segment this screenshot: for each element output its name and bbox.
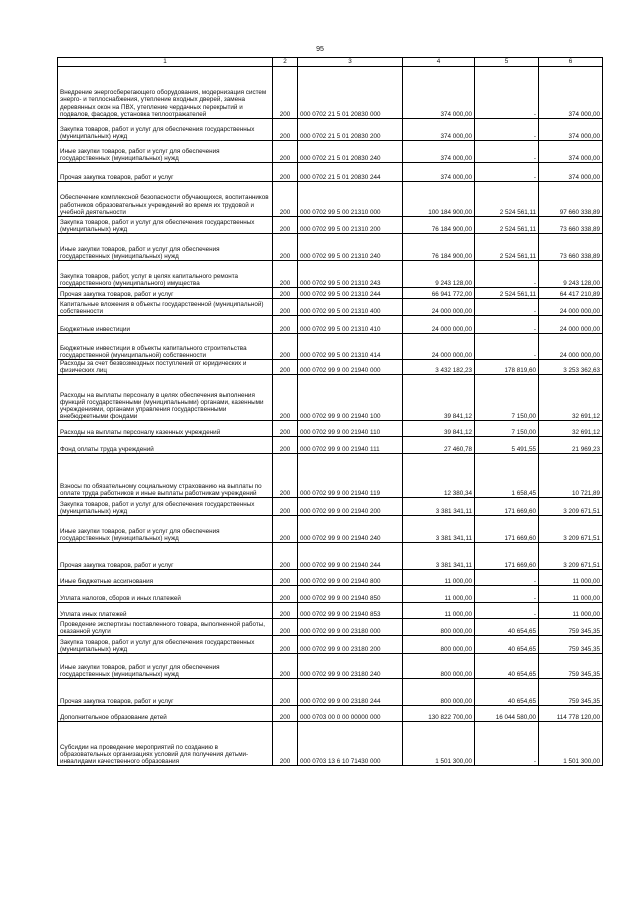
table-row bbox=[58, 141, 603, 163]
row-value-cell: - bbox=[475, 603, 539, 619]
row-value-cell: 374 000,00 bbox=[403, 141, 475, 163]
row-value-cell: 16 044 580,00 bbox=[475, 706, 539, 722]
table-row bbox=[58, 654, 603, 679]
table-row bbox=[58, 586, 603, 603]
row-code-cell: 200 bbox=[273, 654, 298, 679]
row-value-cell: 3 381 341,11 bbox=[403, 498, 475, 516]
row-code-cell: 200 bbox=[273, 163, 298, 182]
table-row bbox=[58, 570, 603, 586]
row-name-cell: Прочая закупка товаров, работ и услуг bbox=[58, 679, 273, 706]
row-value-cell: 73 660 338,89 bbox=[539, 234, 603, 261]
header-cell: 3 bbox=[298, 58, 403, 67]
row-kbk-cell: 000 0702 99 9 00 23180 240 bbox=[298, 654, 403, 679]
table-row bbox=[58, 454, 603, 498]
row-value-cell: 76 184 900,00 bbox=[403, 217, 475, 234]
row-value-cell: 130 822 700,00 bbox=[403, 706, 475, 722]
row-kbk-cell: 000 0702 21 5 01 20830 200 bbox=[298, 119, 403, 141]
row-value-cell: 39 841,12 bbox=[403, 421, 475, 437]
row-value-cell: 759 345,35 bbox=[539, 619, 603, 636]
row-value-cell: - bbox=[475, 67, 539, 119]
row-kbk-cell: 000 0702 99 9 00 23180 200 bbox=[298, 636, 403, 654]
row-value-cell: 40 654,65 bbox=[475, 654, 539, 679]
row-value-cell: 10 721,89 bbox=[539, 454, 603, 498]
row-code-cell: 200 bbox=[273, 570, 298, 586]
row-kbk-cell: 000 0702 99 5 00 21310 410 bbox=[298, 316, 403, 334]
row-value-cell: 32 691,12 bbox=[539, 421, 603, 437]
row-code-cell: 200 bbox=[273, 706, 298, 722]
row-kbk-cell: 000 0702 99 9 00 23180 000 bbox=[298, 619, 403, 636]
row-value-cell: 3 209 671,51 bbox=[539, 543, 603, 570]
row-value-cell: 171 669,60 bbox=[475, 498, 539, 516]
row-kbk-cell: 000 0702 99 9 00 21940 800 bbox=[298, 570, 403, 586]
table-row bbox=[58, 375, 603, 421]
row-kbk-cell: 000 0702 21 5 01 20830 244 bbox=[298, 163, 403, 182]
row-code-cell: 200 bbox=[273, 516, 298, 543]
row-value-cell: 7 150,00 bbox=[475, 375, 539, 421]
table-row bbox=[58, 119, 603, 141]
row-name-cell: Бюджетные инвестиции bbox=[58, 316, 273, 334]
row-value-cell: 24 000 000,00 bbox=[539, 334, 603, 360]
row-value-cell: 24 000 000,00 bbox=[539, 299, 603, 316]
row-code-cell: 200 bbox=[273, 603, 298, 619]
row-value-cell: 11 000,00 bbox=[403, 586, 475, 603]
row-value-cell: 3 209 671,51 bbox=[539, 498, 603, 516]
row-value-cell: 800 000,00 bbox=[403, 654, 475, 679]
row-name-cell: Иные закупки товаров, работ и услуг для обеспечения государственных (муниципальных) нужд bbox=[58, 654, 273, 679]
row-value-cell: 374 000,00 bbox=[403, 67, 475, 119]
row-value-cell: 3 253 362,63 bbox=[539, 360, 603, 375]
row-kbk-cell: 000 0702 99 9 00 21940 111 bbox=[298, 437, 403, 454]
header-cell: 4 bbox=[403, 58, 475, 67]
table-row bbox=[58, 498, 603, 516]
row-value-cell: 759 345,35 bbox=[539, 679, 603, 706]
row-value-cell: 374 000,00 bbox=[539, 141, 603, 163]
row-value-cell: 7 150,00 bbox=[475, 421, 539, 437]
budget-table bbox=[57, 57, 603, 766]
table-row bbox=[58, 603, 603, 619]
row-value-cell: 374 000,00 bbox=[403, 163, 475, 182]
row-value-cell: 2 524 561,11 bbox=[475, 182, 539, 217]
row-code-cell: 200 bbox=[273, 543, 298, 570]
row-kbk-cell: 000 0702 99 9 00 21940 850 bbox=[298, 586, 403, 603]
row-kbk-cell: 000 0702 99 5 00 21310 244 bbox=[298, 288, 403, 299]
table-row bbox=[58, 182, 603, 217]
row-name-cell: Уплата налогов, сборов и иных платежей bbox=[58, 586, 273, 603]
row-value-cell: 374 000,00 bbox=[403, 119, 475, 141]
row-kbk-cell: 000 0702 99 9 00 21940 000 bbox=[298, 360, 403, 375]
row-code-cell: 200 bbox=[273, 498, 298, 516]
row-code-cell: 200 bbox=[273, 454, 298, 498]
row-kbk-cell: 000 0703 00 0 00 00000 000 bbox=[298, 706, 403, 722]
row-kbk-cell: 000 0702 99 9 00 21940 853 bbox=[298, 603, 403, 619]
row-code-cell: 200 bbox=[273, 67, 298, 119]
row-kbk-cell: 000 0702 99 9 00 23180 244 bbox=[298, 679, 403, 706]
row-value-cell: - bbox=[475, 261, 539, 288]
row-name-cell: Капитальные вложения в объекты государственной (муниципальной) собственности bbox=[58, 299, 273, 316]
row-kbk-cell: 000 0702 21 5 01 20830 000 bbox=[298, 67, 403, 119]
row-name-cell: Уплата иных платежей bbox=[58, 603, 273, 619]
row-value-cell: 24 000 000,00 bbox=[403, 334, 475, 360]
row-kbk-cell: 000 0702 99 5 00 21310 000 bbox=[298, 182, 403, 217]
row-name-cell: Закупка товаров, работ и услуг для обеспечения государственных (муниципальных) нужд bbox=[58, 636, 273, 654]
row-value-cell: 374 000,00 bbox=[539, 119, 603, 141]
row-value-cell: 2 524 561,11 bbox=[475, 217, 539, 234]
row-value-cell: 171 669,60 bbox=[475, 543, 539, 570]
row-name-cell: Фонд оплаты труда учреждений bbox=[58, 437, 273, 454]
row-code-cell: 200 bbox=[273, 679, 298, 706]
row-name-cell: Прочая закупка товаров, работ и услуг bbox=[58, 163, 273, 182]
table-row bbox=[58, 334, 603, 360]
row-value-cell: 1 501 300,00 bbox=[403, 722, 475, 766]
row-value-cell: 800 000,00 bbox=[403, 679, 475, 706]
row-value-cell: 114 778 120,00 bbox=[539, 706, 603, 722]
row-value-cell: 40 654,65 bbox=[475, 679, 539, 706]
row-value-cell: 3 209 671,51 bbox=[539, 516, 603, 543]
row-value-cell: 178 819,60 bbox=[475, 360, 539, 375]
row-value-cell: 759 345,35 bbox=[539, 636, 603, 654]
row-value-cell: 100 184 900,00 bbox=[403, 182, 475, 217]
row-kbk-cell: 000 0702 99 5 00 21310 200 bbox=[298, 217, 403, 234]
row-name-cell: Расходы за счет безвозмездных поступлений от юридических и физических лиц bbox=[58, 360, 273, 375]
row-value-cell: 374 000,00 bbox=[539, 163, 603, 182]
row-value-cell: 759 345,35 bbox=[539, 654, 603, 679]
row-code-cell: 200 bbox=[273, 234, 298, 261]
row-kbk-cell: 000 0702 99 9 00 21940 244 bbox=[298, 543, 403, 570]
row-value-cell: - bbox=[475, 334, 539, 360]
table-row bbox=[58, 722, 603, 766]
row-name-cell: Обеспечение комплексной безопасности обучающихся, воспитанников работников образовательных учреждений во время их трудовой и учебной деятельности bbox=[58, 182, 273, 217]
row-code-cell: 200 bbox=[273, 619, 298, 636]
row-value-cell: 800 000,00 bbox=[403, 619, 475, 636]
row-code-cell: 200 bbox=[273, 437, 298, 454]
row-value-cell: 9 243 128,00 bbox=[403, 261, 475, 288]
row-name-cell: Дополнительное образование детей bbox=[58, 706, 273, 722]
row-code-cell: 200 bbox=[273, 421, 298, 437]
row-value-cell: 66 941 772,00 bbox=[403, 288, 475, 299]
row-value-cell: 11 000,00 bbox=[403, 603, 475, 619]
header-cell: 5 bbox=[475, 58, 539, 67]
row-value-cell: 11 000,00 bbox=[539, 586, 603, 603]
row-kbk-cell: 000 0703 13 6 10 71430 000 bbox=[298, 722, 403, 766]
row-code-cell: 200 bbox=[273, 334, 298, 360]
row-value-cell: 5 491,55 bbox=[475, 437, 539, 454]
row-value-cell: - bbox=[475, 119, 539, 141]
row-kbk-cell: 000 0702 99 5 00 21310 400 bbox=[298, 299, 403, 316]
table-row bbox=[58, 543, 603, 570]
row-value-cell: 11 000,00 bbox=[539, 570, 603, 586]
row-value-cell: 73 660 338,89 bbox=[539, 217, 603, 234]
table-row bbox=[58, 516, 603, 543]
table-row bbox=[58, 619, 603, 636]
table-row bbox=[58, 217, 603, 234]
row-code-cell: 200 bbox=[273, 375, 298, 421]
row-code-cell: 200 bbox=[273, 586, 298, 603]
row-name-cell: Закупка товаров, работ и услуг для обеспечения государственных (муниципальных) нужд bbox=[58, 119, 273, 141]
table-row bbox=[58, 437, 603, 454]
row-value-cell: 24 000 000,00 bbox=[539, 316, 603, 334]
row-name-cell: Субсидии на проведение мероприятий по созданию в образовательных организациях условий для получения детьми-инвалидами качественного образования bbox=[58, 722, 273, 766]
row-value-cell: 1 501 300,00 bbox=[539, 722, 603, 766]
page-number: 95 bbox=[316, 46, 324, 53]
row-kbk-cell: 000 0702 99 5 00 21310 240 bbox=[298, 234, 403, 261]
row-name-cell: Расходы на выплаты персоналу казенных учреждений bbox=[58, 421, 273, 437]
table-row bbox=[58, 679, 603, 706]
row-code-cell: 200 bbox=[273, 182, 298, 217]
row-value-cell: 40 654,65 bbox=[475, 636, 539, 654]
row-value-cell: 97 660 338,89 bbox=[539, 182, 603, 217]
row-code-cell: 200 bbox=[273, 288, 298, 299]
row-value-cell: 2 524 561,11 bbox=[475, 288, 539, 299]
row-value-cell: 12 380,34 bbox=[403, 454, 475, 498]
row-value-cell: 39 841,12 bbox=[403, 375, 475, 421]
table-row bbox=[58, 421, 603, 437]
table-row bbox=[58, 234, 603, 261]
row-code-cell: 200 bbox=[273, 119, 298, 141]
table-row bbox=[58, 261, 603, 288]
row-value-cell: 171 669,60 bbox=[475, 516, 539, 543]
row-value-cell: - bbox=[475, 163, 539, 182]
row-value-cell: - bbox=[475, 722, 539, 766]
row-code-cell: 200 bbox=[273, 261, 298, 288]
row-value-cell: 24 000 000,00 bbox=[403, 316, 475, 334]
row-name-cell: Иные закупки товаров, работ и услуг для обеспечения государственных (муниципальных) нужд bbox=[58, 141, 273, 163]
row-value-cell: 32 691,12 bbox=[539, 375, 603, 421]
row-value-cell: 76 184 900,00 bbox=[403, 234, 475, 261]
row-kbk-cell: 000 0702 99 9 00 21940 240 bbox=[298, 516, 403, 543]
row-name-cell: Расходы на выплаты персоналу в целях обеспечения выполнения функций государственными (муниципальными) органами, казенными учреждениями, органами управления государственными внебюджетными фондами bbox=[58, 375, 273, 421]
row-value-cell: 3 381 341,11 bbox=[403, 543, 475, 570]
row-name-cell: Прочая закупка товаров, работ и услуг bbox=[58, 288, 273, 299]
row-kbk-cell: 000 0702 99 9 00 21940 200 bbox=[298, 498, 403, 516]
row-value-cell: 64 417 210,89 bbox=[539, 288, 603, 299]
row-name-cell: Иные закупки товаров, работ и услуг для обеспечения государственных (муниципальных) нужд bbox=[58, 234, 273, 261]
row-value-cell: 21 969,23 bbox=[539, 437, 603, 454]
header-cell: 1 bbox=[58, 58, 273, 67]
row-code-cell: 200 bbox=[273, 299, 298, 316]
row-value-cell: 9 243 128,00 bbox=[539, 261, 603, 288]
table-row bbox=[58, 360, 603, 375]
row-value-cell: 374 000,00 bbox=[539, 67, 603, 119]
row-name-cell: Закупка товаров, работ, услуг в целях капитального ремонта государственного (муниципального) имущества bbox=[58, 261, 273, 288]
row-code-cell: 200 bbox=[273, 316, 298, 334]
row-kbk-cell: 000 0702 99 5 00 21310 414 bbox=[298, 334, 403, 360]
row-code-cell: 200 bbox=[273, 360, 298, 375]
row-name-cell: Иные бюджетные ассигнования bbox=[58, 570, 273, 586]
table-row bbox=[58, 299, 603, 316]
row-name-cell: Взносы по обязательному социальному страхованию на выплаты по оплате труда работников и иные выплаты работникам учреждений bbox=[58, 454, 273, 498]
table-row bbox=[58, 316, 603, 334]
header-cell: 6 bbox=[539, 58, 603, 67]
row-name-cell: Иные закупки товаров, работ и услуг для обеспечения государственных (муниципальных) нужд bbox=[58, 516, 273, 543]
row-code-cell: 200 bbox=[273, 636, 298, 654]
row-value-cell: 27 460,78 bbox=[403, 437, 475, 454]
row-value-cell: 800 000,00 bbox=[403, 636, 475, 654]
row-value-cell: - bbox=[475, 141, 539, 163]
row-kbk-cell: 000 0702 99 9 00 21940 119 bbox=[298, 454, 403, 498]
row-value-cell: 2 524 561,11 bbox=[475, 234, 539, 261]
row-value-cell: - bbox=[475, 316, 539, 334]
table-row bbox=[58, 67, 603, 119]
row-value-cell: 1 658,45 bbox=[475, 454, 539, 498]
row-name-cell: Закупка товаров, работ и услуг для обеспечения государственных (муниципальных) нужд bbox=[58, 217, 273, 234]
row-value-cell: 3 432 182,23 bbox=[403, 360, 475, 375]
table-row bbox=[58, 706, 603, 722]
row-value-cell: 11 000,00 bbox=[403, 570, 475, 586]
row-value-cell: - bbox=[475, 299, 539, 316]
row-value-cell: 24 000 000,00 bbox=[403, 299, 475, 316]
row-name-cell: Прочая закупка товаров, работ и услуг bbox=[58, 543, 273, 570]
row-kbk-cell: 000 0702 21 5 01 20830 240 bbox=[298, 141, 403, 163]
table-row bbox=[58, 288, 603, 299]
row-name-cell: Бюджетные инвестиции в объекты капитального строительства государственной (муниципальной) собственности bbox=[58, 334, 273, 360]
row-kbk-cell: 000 0702 99 5 00 21310 243 bbox=[298, 261, 403, 288]
row-value-cell: 3 381 341,11 bbox=[403, 516, 475, 543]
table-row bbox=[58, 636, 603, 654]
row-value-cell: - bbox=[475, 586, 539, 603]
row-value-cell: 11 000,00 bbox=[539, 603, 603, 619]
row-name-cell: Закупка товаров, работ и услуг для обеспечения государственных (муниципальных) нужд bbox=[58, 498, 273, 516]
header-cell: 2 bbox=[273, 58, 298, 67]
header-row bbox=[58, 58, 603, 67]
row-value-cell: 40 654,65 bbox=[475, 619, 539, 636]
row-code-cell: 200 bbox=[273, 141, 298, 163]
row-value-cell: - bbox=[475, 570, 539, 586]
row-kbk-cell: 000 0702 99 9 00 21940 110 bbox=[298, 421, 403, 437]
row-code-cell: 200 bbox=[273, 217, 298, 234]
row-kbk-cell: 000 0702 99 9 00 21940 100 bbox=[298, 375, 403, 421]
table-row bbox=[58, 163, 603, 182]
row-code-cell: 200 bbox=[273, 722, 298, 766]
row-name-cell: Внедрение энергосберегающего оборудования, модернизация систем энерго- и теплоснабжения, утепление входных дверей, замена деревянных окон на ПВХ, утепление чердачных перекрытий и подвалов, фасадов, установка теплоотражателей bbox=[58, 67, 273, 119]
row-name-cell: Проведение экспертизы поставленного товара, выполненной работы, оказанной услуги bbox=[58, 619, 273, 636]
